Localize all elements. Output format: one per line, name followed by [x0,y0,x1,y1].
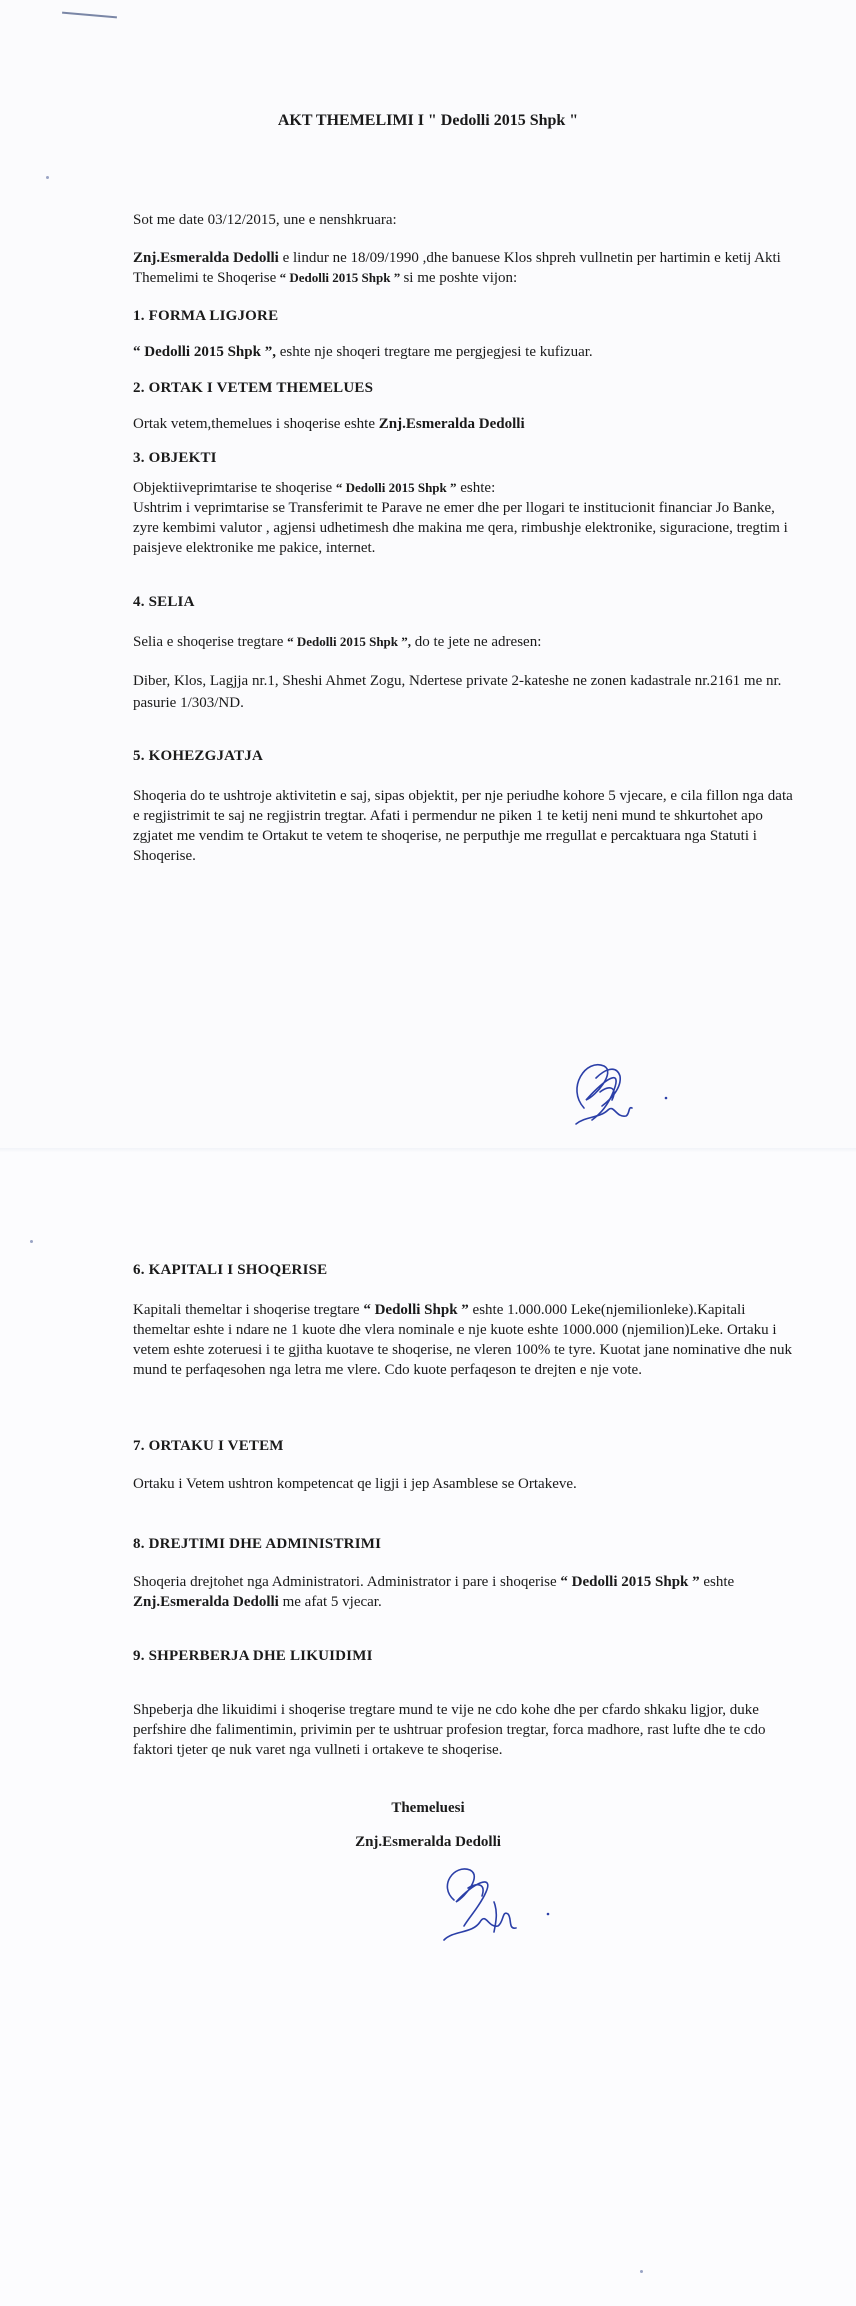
section-heading-8: 8. DREJTIMI DHE ADMINISTRIMI [133,1536,382,1552]
founder-name: Znj.Esmeralda Dedolli [133,250,279,266]
section-3-body [133,478,793,558]
company-name: “ Dedolli Shpk ” [363,1302,469,1318]
section-4-body [133,632,793,652]
section-heading-6: 6. KAPITALI I SHOQERISE [133,1262,328,1278]
section-6-line-a: Kapitali themeltar i shoqerise tregtare [133,1302,364,1318]
page-separator [0,1148,856,1152]
signature-mark [556,1048,676,1138]
section-6-line-b: eshte 1.000.000 Leke(njemilionleke).Kapitali themeltar eshte i ndare ne 1 kuote dhe vlera nominale e nje kuote eshte 1000.000 (njemilion)Leke. Ortaku i vetem eshte zoteruesi i te gjitha kuotave te shoqerise, ne vleren 100% te tyre. Kuotat jane nominative dhe nuk mund te perfaqesohen nga letra me vlere. Cdo kuote perfaqeson te drejten e nje vote. [133,1302,792,1378]
section-3-line-a: Objektiiveprimtarise te shoqerise [133,480,336,496]
intro-paragraph [133,248,793,288]
scan-speck [640,2270,643,2273]
company-address: Diber, Klos, Lagjja nr.1, Sheshi Ahmet Zogu, Ndertese private 2-kateshe ne zonen kadastrale nr.2161 me nr. pasurie 1/303/ND. [133,673,782,711]
section-2-text: Ortak vetem,themelues i shoqerise eshte [133,416,379,432]
section-heading-7: 7. ORTAKU I VETEM [133,1438,284,1454]
section-heading-1: 1. FORMA LIGJORE [133,308,279,324]
company-name: “ Dedolli 2015 Shpk ”, [287,634,412,649]
founder-tail: si me poshte vijon: [403,270,518,286]
document-title: AKT THEMELIMI I " Dedolli 2015 Shpk " [277,112,579,129]
section-8-line-b: eshte [699,1574,735,1590]
section-heading-9: 9. SHPERBERJA DHE LIKUIDIMI [133,1648,373,1664]
company-name: “ Dedolli 2015 Shpk ” [560,1574,700,1590]
section-5-body: Shoqeria do te ushtroje aktivitetin e saj, sipas objektit, per nje periudhe kohore 5 vjecare, e cila fillon nga data e regjistrimit te saj ne regjistrin tregtar. Afati i permendur ne piken 1 te ketij neni mund te shkurtohet apo zgjatet me vendim te Ortakut te vetem te shoqerise, ne perputhje me rregullat e percaktuara nga Statuti i Shoqerise. [133,788,793,864]
founder-name: Znj.Esmeralda Dedolli [133,1594,279,1610]
section-7-body: Ortaku i Vetem ushtron kompetencat qe ligji i jep Asamblese se Ortakeve. [133,1476,577,1492]
section-9-body: Shpeberja dhe likuidimi i shoqerise tregtare mund te vije ne cdo kohe dhe per cfardo shkaku ligjor, duke perfshire dhe falimentimin, privimin per te ushtruar profesion tregtar, forca madhore, rast lufte dhe te cdo faktori tjeter qe nuk varet nga vullneti i ortakeve te shoqerise. [133,1702,766,1758]
section-heading-4: 4. SELIA [133,594,195,610]
company-name: “ Dedolli 2015 Shpk ” [276,270,404,285]
scan-speck [30,1240,33,1243]
company-name: “ Dedolli 2015 Shpk ”, [133,344,276,360]
signature-mark [424,1856,564,1952]
section-4-line-a: Selia e shoqerise tregtare [133,634,288,650]
section-3-text: Ushtrim i veprimtarise se Transferimit te Parave ne emer dhe per llogari te institucionit financiar Jo Banke, zyre kembimi valutor , agjensi udhetimesh dhe makina me qera, rimbushje elektronike, siguracione, tregtim i paisjeve elektronike me pakice, internet. [133,500,788,556]
section-6-body [133,1300,793,1380]
section-4-line-b: do te jete ne adresen: [411,634,542,650]
founder-signature-name: Znj.Esmeralda Dedolli [355,1834,501,1850]
date-line: Sot me date 03/12/2015, une e nenshkruara: [133,212,397,228]
founder-name: Znj.Esmeralda Dedolli [378,416,525,432]
section-1-text: eshte nje shoqeri tregtare me pergjegjesi te kufizuar. [275,344,593,360]
section-8-body [133,1572,793,1612]
document-page-1 [0,0,856,1150]
section-heading-3: 3. OBJEKTI [133,450,217,466]
section-8-line-c: me afat 5 vjecar. [278,1594,382,1610]
founder-role: Themeluesi [391,1800,465,1816]
section-heading-5: 5. KOHEZGJATJA [133,748,264,764]
section-2-body [133,414,793,434]
company-name: “ Dedolli 2015 Shpk ” [335,480,457,495]
scan-speck [46,176,49,179]
section-heading-2: 2. ORTAK I VETEM THEMELUES [133,380,374,396]
section-1-body [133,342,793,362]
section-3-line-b: eshte: [456,480,496,496]
section-8-line-a: Shoqeria drejtohet nga Administratori. Administrator i pare i shoqerise [133,1574,561,1590]
founder-text: e lindur ne 18/09/1990 ,dhe banuese Klos shpreh vullnetin per hartimin e ketij Akti Themelimi te Shoqerise [133,250,781,286]
